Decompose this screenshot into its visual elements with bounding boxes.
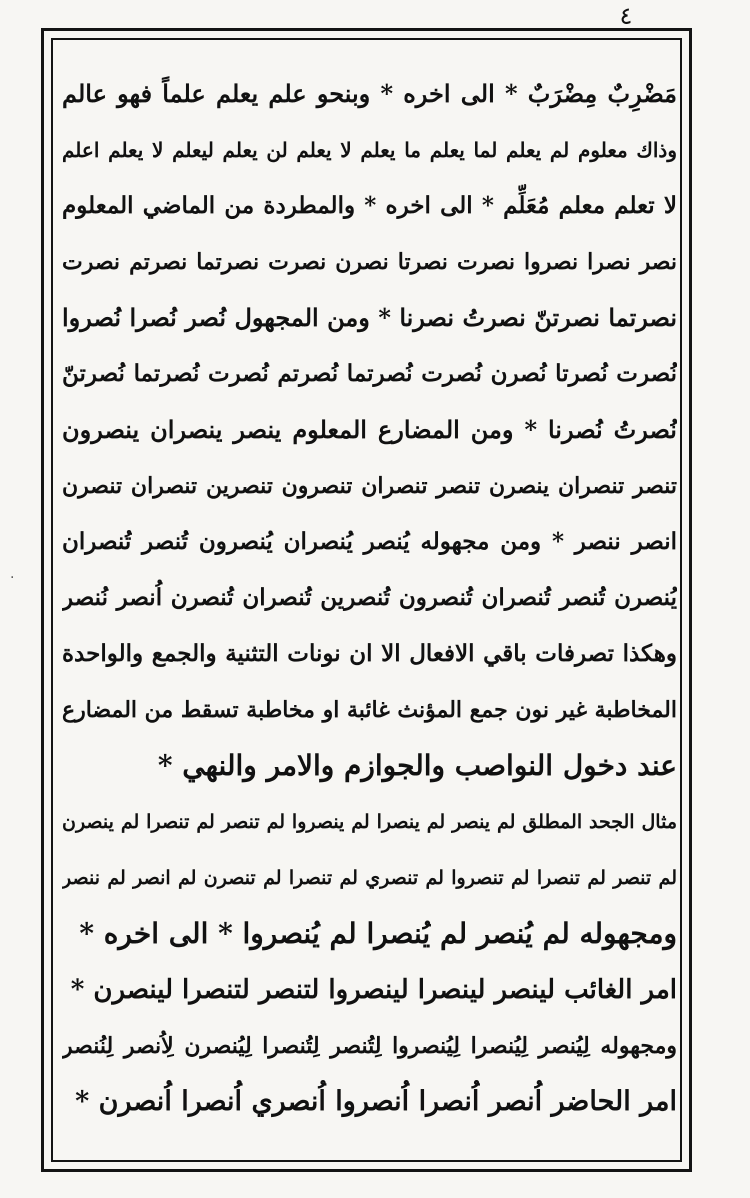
text-line-17: امر الغائب لينصر لينصرا لينصروا لتنصر لتنصرا لينصرن * xyxy=(70,975,677,1005)
text-line-9: انصر ننصر * ومن مجهوله يُنصر يُنصران يُنصرون تُنصر تُنصران xyxy=(62,528,677,555)
text-line-16: ومجهوله لم يُنصر لم يُنصرا لم يُنصروا * الى اخره * xyxy=(79,917,677,950)
text-line-12: المخاطبة غير نون جمع المؤنث غائبة او مخاطبة تسقط من المضارع xyxy=(62,697,677,723)
page-number: ٤ xyxy=(619,2,633,30)
text-line-11: وهكذا تصرفات باقي الافعال الا ان نونات التثنية والجمع والواحدة xyxy=(62,640,677,667)
text-line-8: تنصر تنصران ينصرن تنصر تنصران تنصرون تنصرين تنصران تنصرن xyxy=(62,473,677,499)
text-line-7: نُصرتُ نُصرنا * ومن المضارع المعلوم ينصر ينصران ينصرون xyxy=(62,415,677,444)
text-line-14: مثال الجحد المطلق لم ينصر لم ينصرا لم ينصروا لم تنصر لم تنصرا لم ينصرن xyxy=(62,811,677,833)
arabic-text-block xyxy=(62,68,677,1148)
text-line-18: ومجهوله لِيُنصر لِيُنصرا لِيُنصروا لِتُنصر لِتُنصرا لِيُنصرن لِاُنصر لِنُنصر xyxy=(62,1033,677,1059)
text-line-15: لم تنصر لم تنصرا لم تنصروا لم تنصري لم تنصرا لم تنصرن لم انصر لم ننصر xyxy=(62,867,677,889)
text-line-5: نصرتما نصرتنّ نصرتُ نصرنا * ومن المجهول نُصر نُصرا نُصروا xyxy=(62,303,677,332)
margin-mark: · xyxy=(10,570,15,586)
text-line-4: نصر نصرا نصروا نصرت نصرتا نصرن نصرت نصرتما نصرتم نصرت xyxy=(62,249,677,275)
text-line-3: لا تعلم معلم مُعَلِّم * الى اخره * والمطردة من الماضي المعلوم xyxy=(62,192,677,219)
text-line-2: وذاك معلوم لم يعلم لما يعلم ما يعلم لا يعلم لن يعلم ليعلم لا يعلم اعلم xyxy=(62,138,677,162)
text-line-1: مَضْرِبٌ مِضْرَبٌ * الى اخره * وبنحو علم يعلم علماً فهو عالم xyxy=(62,79,677,108)
text-line-6: نُصرت نُصرتا نُصرن نُصرت نُصرتما نُصرتم نُصرت نُصرتما نُصرتنّ xyxy=(62,360,677,387)
text-line-10: يُنصرن تُنصر تُنصران تُنصرون تُنصرين تُنصران تُنصرن اُنصر نُنصر xyxy=(62,584,677,611)
text-line-13: عند دخول النواصب والجوازم والامر والنهي * xyxy=(157,749,677,782)
text-line-19: امر الحاضر اُنصر اُنصرا اُنصروا اُنصري اُنصرا اُنصرن * xyxy=(75,1086,677,1117)
